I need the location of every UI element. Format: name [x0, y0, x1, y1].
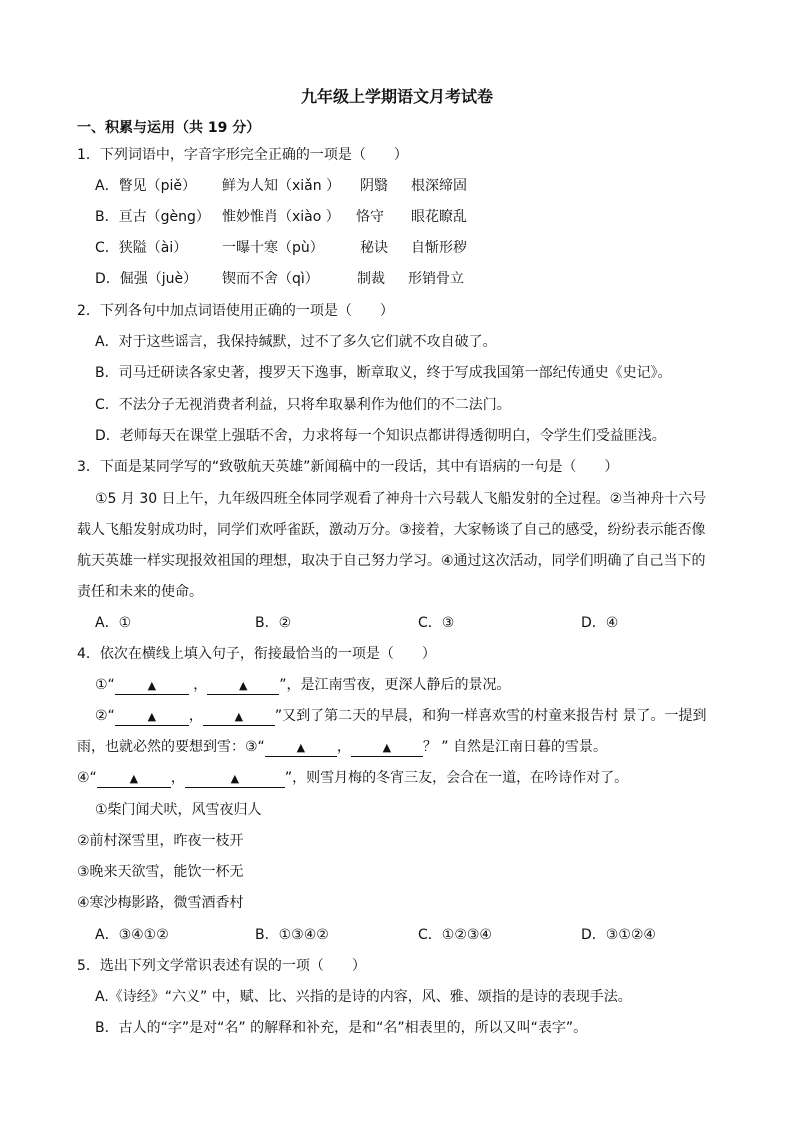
q4-sentence-2: ②前村深雪里，昨夜一枝开 [77, 833, 244, 849]
triangle-marker: ▲ [230, 772, 240, 785]
q5-option-a: A.《诗经》“六义” 中，赋、比、兴指的是诗的内容，风、雅、颂指的是诗的表现手法。 [95, 989, 632, 1005]
page-title: 九年级上学期语文月考试卷 [300, 87, 493, 106]
q4-sentence-1: ①柴门闻犬吠，风雪夜归人 [95, 802, 262, 818]
q1-option-c-word1: C．狭隘（ài） [95, 240, 188, 256]
q3-paragraph-line-3: 航天英雄一样实现报效祖国的理想，取决于自己努力学习。④通过这次活动，同学们明确了自己当下的 [77, 553, 706, 569]
question-4-stem: 4．依次在横线上填入句子，衔接最恰当的一项是（ ） [77, 646, 436, 662]
q5-option-b: B．古人的“字”是对“名” 的解释和补充，是和“名”相表里的，所以又叫“表字”。 [95, 1020, 588, 1036]
q4-line-3 [77, 738, 607, 757]
q4-option-a: A．③④①② [95, 927, 169, 943]
q2-option-a: A．对于这些谣言，我保持缄默，过不了多久它们就不攻自破了。 [95, 334, 497, 350]
q1-option-b-word3: 恪守 [356, 209, 384, 225]
q4-line-4-sep: ， [170, 770, 185, 786]
q1-option-d-word1: D．倔强（juè） [95, 271, 198, 287]
q1-option-c-word4: 自惭形秽 [411, 240, 467, 256]
q1-option-b-word1: B．亘古（gèng） [95, 209, 210, 225]
q4-option-b: B．①③④② [255, 927, 329, 943]
triangle-marker: ▲ [234, 710, 244, 723]
q2-option-b: B．司马迁研读各家史著，搜罗天下逸事，断章取义，终于写成我国第一部纪传通史《史记》。 [95, 365, 672, 381]
q1-option-b-word2: 惟妙惟肖（xiào ） [222, 209, 340, 225]
q4-line-3-sep: ， [336, 739, 351, 755]
q4-line-2-prefix: ②“ [95, 708, 115, 724]
q4-line-2-sep: ， [188, 708, 203, 724]
triangle-marker: ▲ [239, 679, 248, 692]
q4-line-1-suffix: ”，是江南雪夜，更深人静后的景况。 [279, 677, 511, 693]
fill-blank[interactable] [351, 739, 423, 757]
q4-line-1-sep: ， [193, 677, 208, 693]
triangle-marker: ▲ [147, 679, 157, 692]
q3-option-d: D．④ [581, 615, 619, 631]
q3-option-c: C．③ [418, 615, 455, 631]
q4-sentence-3: ③晚来天欲雪，能饮一杯无 [77, 864, 244, 880]
fill-blank[interactable] [115, 708, 189, 726]
question-5-stem: 5．选出下列文学常识表述有误的一项（ ） [77, 958, 366, 974]
fill-blank[interactable] [207, 677, 279, 695]
question-3-stem: 3．下面是某同学写的“致敬航天英雄”新闻稿中的一段话，其中有语病的一句是（ ） [77, 459, 619, 475]
q3-paragraph-line-1: ①5 月 30 日上午，九年级四班全体同学观看了神舟十六号载人飞船发射的全过程。②当神舟十六号 [95, 491, 707, 507]
q1-option-d-word4: 形销骨立 [408, 271, 464, 287]
q4-line-1 [95, 676, 511, 695]
q4-line-4 [77, 769, 628, 788]
q1-option-a-word3: 阴翳 [360, 178, 388, 194]
q3-paragraph-line-4: 责任和未来的使命。 [77, 584, 203, 600]
triangle-marker: ▲ [296, 741, 306, 754]
q4-sentence-4: ④寒沙梅影路，微雪酒香村 [77, 895, 244, 911]
q3-option-a: A．① [95, 615, 132, 631]
section-heading: 一、积累与运用（共 19 分） [77, 120, 261, 136]
q1-option-a-word2: 鲜为人知（xiǎn ） [222, 178, 341, 194]
q3-option-b: B．② [255, 615, 292, 631]
fill-blank[interactable] [185, 770, 285, 788]
q4-line-3-prefix: 雨，也就必然的要想到雪：③“ [77, 739, 265, 755]
triangle-marker: ▲ [147, 710, 157, 723]
fill-blank[interactable] [203, 708, 275, 726]
q1-option-d-word2: 锲而不舍（qì） [222, 271, 319, 287]
q2-option-c: C．不法分子无视消费者利益，只将牟取暴利作为他们的不二法门。 [95, 397, 511, 413]
q1-option-d-word3: 制裁 [357, 271, 385, 287]
triangle-marker: ▲ [382, 741, 392, 754]
q4-line-1-prefix: ①“ [95, 677, 115, 693]
q4-line-2-suffix: ”又到了第二天的早晨，和狗一样喜欢雪的村童来报告村 景了。一提到 [274, 708, 707, 724]
q4-option-d: D．③①②④ [581, 927, 656, 943]
q1-option-c-word2: 一曝十寒（pù） [222, 240, 324, 256]
q4-line-3-suffix: ？ ” 自然是江南日暮的雪景。 [422, 739, 607, 755]
q1-option-a-word1: A．瞥见（piě） [95, 178, 196, 194]
q3-paragraph-line-2: 载人飞船发射成功时，同学们欢呼雀跃，激动万分。③接着，大家畅谈了自己的感受，纷纷表示能否像 [77, 522, 706, 538]
question-2-stem: 2．下列各句中加点词语使用正确的一项是（ ） [77, 303, 394, 319]
q4-option-c: C．①②③④ [418, 927, 492, 943]
q2-option-d: D．老师每天在课堂上强聒不舍，力求将每一个知识点都讲得透彻明白，令学生们受益匪浅。 [95, 428, 666, 444]
q1-option-c-word3: 秘诀 [360, 240, 388, 256]
q4-line-2 [95, 707, 707, 726]
question-1-stem: 1．下列词语中，字音字形完全正确的一项是（ ） [77, 147, 408, 163]
fill-blank[interactable] [97, 770, 171, 788]
q4-line-4-suffix: ”，则雪月梅的冬宵三友，会合在一道，在吟诗作对了。 [284, 770, 629, 786]
q1-option-a-word4: 根深缔固 [411, 178, 467, 194]
triangle-marker: ▲ [129, 772, 139, 785]
fill-blank[interactable] [265, 739, 337, 757]
q1-option-b-word4: 眼花瞭乱 [411, 209, 467, 225]
q4-line-4-prefix: ④“ [77, 770, 97, 786]
fill-blank[interactable] [115, 677, 189, 695]
